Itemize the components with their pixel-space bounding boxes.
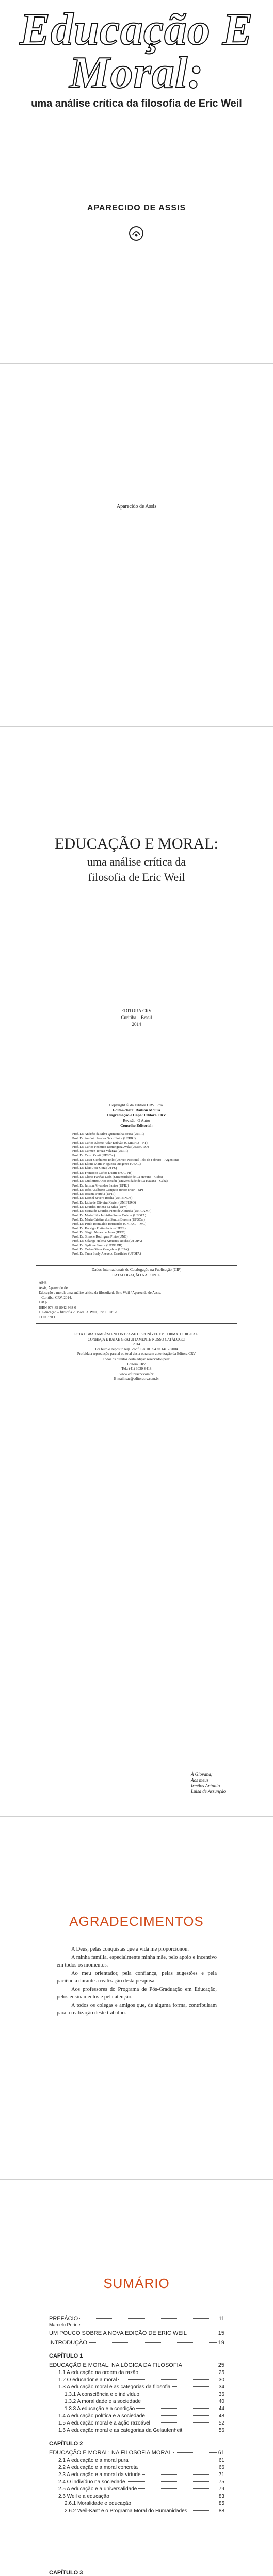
toc-page-number: 25 xyxy=(218,2362,224,2368)
toc-page-number: 88 xyxy=(218,2508,224,2514)
board-member: Prof. Dr. Francisco Carlos Duarte (PUC-PR) xyxy=(72,1171,133,1175)
toc-entry-title: UM POUCO SOBRE A NOVA EDIÇÃO DE ERIC WEIL xyxy=(49,2330,187,2336)
toc-entry[interactable] xyxy=(49,2399,224,2404)
toc-entry-title: 1.2 O educador e a moral xyxy=(58,2377,117,2383)
toc-entry[interactable] xyxy=(49,2362,224,2368)
toc-entry[interactable] xyxy=(49,2392,224,2397)
toc-entry[interactable] xyxy=(49,2316,224,2322)
toc-entry[interactable] xyxy=(49,2420,224,2426)
toc-page-number: 11 xyxy=(218,2316,224,2322)
toc-page-number: 61 xyxy=(218,2450,224,2456)
acknowledgements-body xyxy=(57,1945,217,2018)
toc-entry-title: 2.1 A educação e a moral pura xyxy=(58,2458,129,2463)
copyright-footer xyxy=(0,1332,273,1382)
toc-entry-title: PREFÁCIO xyxy=(49,2316,78,2322)
toc-entry-title: 1.4 A educação política e a sociedade xyxy=(58,2413,145,2419)
toc-page-number: 66 xyxy=(218,2465,224,2470)
title-page xyxy=(0,727,273,1090)
board-member: Prof. Dr. Tania Suely Azevedo Brasileiro (UFOPA) xyxy=(72,1252,141,1256)
toc-entry-title: CAPÍTULO 1 xyxy=(49,2353,83,2359)
toc-entry-title: CAPÍTULO 2 xyxy=(49,2441,83,2447)
toc-entry-title: EDUCAÇÃO E MORAL: NA LÓGICA DA FILOSOFIA xyxy=(49,2362,182,2368)
toc-entry[interactable] xyxy=(49,2508,224,2514)
board-member: Prof. Dr. Maria Cristina dos Santos Bezerra (UFSCar) xyxy=(72,1217,145,1222)
paragraph: A minha família, especialmente minha mãe, pelo apoio e incentivo em todos os momentos. xyxy=(57,1954,217,1968)
toc-entry[interactable] xyxy=(49,2413,224,2419)
cip-line: – Curitiba: CRV, 2014. xyxy=(39,1295,72,1300)
board-member: Prof. Dr. Guillermo Arias Beatón (Universidade de La Havana – Cuba) xyxy=(72,1179,168,1183)
toc-page-number: 30 xyxy=(218,2377,224,2383)
toc-page-number: 56 xyxy=(218,2428,224,2433)
footer-line: Todos os direitos desta edição reservados pela: xyxy=(103,1357,170,1361)
board-member: Prof. Dr. Andréia da Silva Quintanilha Sousa (UNIR) xyxy=(72,1132,144,1136)
toc-leader xyxy=(79,2318,217,2319)
toc-entry[interactable] xyxy=(49,2450,224,2456)
cip-line: 1. Educação – filosofia 2. Moral 3. Weil, Eric I. Título. xyxy=(39,1310,118,1314)
toc-list-continued xyxy=(49,2563,224,2576)
board-member: Prof. Dr. Josania Portela (UFPI) xyxy=(72,1192,116,1196)
board-member: Prof. Dr. Paulo Romualdo Hernandes (UNIFAL – MG) xyxy=(72,1222,147,1226)
cip-line: ISBN 978-85-8042-968-0 xyxy=(39,1305,76,1310)
toc-entry-title: CAPÍTULO 3 xyxy=(49,2570,83,2576)
board-member: Prof. Dr. Elione Maria Nogueira Diogenes (UFAL) xyxy=(72,1162,141,1166)
toc-entry-title: 2.4 O indivíduo na sociedade xyxy=(58,2479,125,2485)
toc-entry-title: 1.1 A educação na ordem da razão xyxy=(58,2370,139,2376)
board-member: Prof. Dr. Élsio José Corá (UFFS) xyxy=(72,1166,117,1171)
toc-entry-title: 1.3.2 A moralidade e a sociedade xyxy=(65,2399,141,2404)
board-member: Prof. Dr. Cesar Gerónimo Tello (Univer. Nacional Três de Febrero – Argentina) xyxy=(72,1158,179,1162)
toc-entry[interactable] xyxy=(49,2370,224,2376)
paragraph: Ao meu orientador, pela confiança, pelas sugestões e pela paciência durante a realização desta pesquisa. xyxy=(57,1970,217,1984)
paragraph: A todos os colegas e amigos que, de alguma forma, contribuíram para a realização deste trabalho. xyxy=(57,2002,217,2016)
toc-entry-title: 1.6 A educação moral e as categorias da Gelaufenheit xyxy=(58,2428,183,2433)
editorial-board-list xyxy=(72,1132,206,1257)
toc-leader xyxy=(173,2452,217,2453)
footer-line: Tel.: (41) 3039-6418 xyxy=(121,1367,152,1371)
paragraph: Aos professores do Programa de Pós-Graduação em Educação, pelos ensinamentos e pela atenção. xyxy=(57,1986,217,2000)
footer-line: Foi feito o depósito legal conf. Lei 10.994 de 14/12/2004 xyxy=(95,1347,178,1351)
toc-entry[interactable] xyxy=(49,2458,224,2463)
toc-leader xyxy=(142,2474,217,2475)
toc-page-number: 71 xyxy=(218,2472,224,2478)
toc-entry[interactable] xyxy=(49,2384,224,2390)
toc-page-number: 19 xyxy=(218,2340,224,2346)
copyright-header xyxy=(0,1103,273,1128)
dedication-text xyxy=(191,1772,253,1794)
cover-title-line2: Moral: xyxy=(69,48,204,98)
toc-entry-title: 1.3 A educação moral e as categorias da filosofia xyxy=(58,2384,171,2390)
toc-entry[interactable] xyxy=(49,2353,224,2359)
toc-page-number: 48 xyxy=(218,2413,224,2419)
copyright-line: Conselho Editorial: xyxy=(120,1123,153,1128)
footer-line: E-mail: sac@editoracrv.com.br xyxy=(114,1377,159,1381)
board-member: Prof. Dr. Tadeu Oliver Gonçalves (UFPA) xyxy=(72,1248,129,1252)
acknowledgements-page xyxy=(0,1817,273,2179)
board-member: Prof. Dr. Rodrigo Pratte-Santos (UFES) xyxy=(72,1226,126,1230)
toc-page-number: 83 xyxy=(218,2494,224,2499)
toc-entry[interactable] xyxy=(49,2377,224,2383)
copyright-page xyxy=(0,1090,273,1453)
title-page-subtitle-2: filosofia de Eric Weil xyxy=(88,871,185,884)
toc-entry[interactable] xyxy=(49,2406,224,2412)
board-member: Prof. Dr. Sérgio Nunes de Jesus (IFRO) xyxy=(72,1230,126,1234)
cover-page xyxy=(0,0,273,363)
half-title-page xyxy=(0,364,273,726)
publisher-logo-icon xyxy=(129,226,144,241)
toc-page-number: 52 xyxy=(218,2420,224,2426)
cip-line: CDD 370.1 xyxy=(39,1315,56,1319)
cover-title-line1: Educação E xyxy=(20,5,253,55)
copyright-line: Copyright © da Editora CRV Ltda. xyxy=(109,1103,164,1107)
toc-heading: SUMÁRIO xyxy=(103,2276,170,2291)
toc-entry-title: 2.5 A educação e a universalidade xyxy=(58,2486,137,2492)
board-member: Prof. Dr. Maria Lília Imbiriba Sousa Colares (UFOPA) xyxy=(72,1213,146,1217)
cip-subheading: CATALOGAÇÃO NA FONTE xyxy=(112,1273,161,1277)
board-member: Prof. Dr. Antônio Pereira Gaio Júnior (UFRRJ) xyxy=(72,1137,136,1141)
board-member: Prof. Dr. Gloria Fariñas León (Universidade de La Havana – Cuba) xyxy=(72,1175,163,1179)
board-member: Prof. Dr. Sydione Santos (UEPG PR) xyxy=(72,1243,122,1247)
cip-heading: Dados Internacionais de Catalogação na Publicação (CIP) xyxy=(91,1267,182,1272)
board-member: Prof. Dr. Carlos Federico Dominguez Avila (UNIEURO) xyxy=(72,1145,149,1149)
board-member: Prof. Dr. Carmen Tereza Velanga (UNIR) xyxy=(72,1149,128,1154)
copyright-line: Revisão: O Autor xyxy=(123,1118,150,1123)
toc-entry[interactable] xyxy=(49,2441,224,2447)
toc-page-number: 36 xyxy=(218,2392,224,2397)
cover-subtitle: uma análise crítica da filosofia de Eric Weil xyxy=(31,98,242,109)
toc-entry-title: INTRODUÇÃO xyxy=(49,2340,87,2346)
toc-leader xyxy=(138,2488,217,2489)
title-page-publisher: EDITORA CRV xyxy=(121,1008,152,1013)
cip-line: A848 xyxy=(39,1281,47,1285)
acknowledgements-heading: AGRADECIMENTOS xyxy=(69,1913,204,1929)
toc-page-number: 25 xyxy=(218,2370,224,2376)
toc-page-number: 85 xyxy=(218,2501,224,2506)
half-title-author: Aparecido de Assis xyxy=(116,504,157,510)
toc-page-number: 34 xyxy=(218,2384,224,2390)
toc-list xyxy=(49,2313,224,2514)
cip-rule-top xyxy=(36,1265,237,1266)
toc-entry-title: 1.3.3 A educação e a condição xyxy=(65,2406,135,2412)
board-member: Prof. Dr. Celso Conti (UFSCar) xyxy=(72,1154,115,1158)
toc-entry[interactable] xyxy=(49,2340,224,2346)
board-member: Prof. Dr. João Adalberto Campato Junior (FAP – SP) xyxy=(72,1188,143,1192)
cip-line: Assis, Aparecido de. xyxy=(39,1285,69,1290)
paragraph: A Deus, pelas conquistas que a vida me proporcionou. xyxy=(71,1946,189,1952)
title-page-title: EDUCAÇÃO E MORAL: xyxy=(55,835,218,852)
toc-leader xyxy=(118,2379,217,2380)
toc-page-number: 15 xyxy=(218,2330,224,2336)
toc-leader xyxy=(189,2510,217,2511)
cover-author: APARECIDO DE ASSIS xyxy=(87,204,186,212)
toc-entry[interactable] xyxy=(49,2486,224,2492)
cip-rule-bottom xyxy=(36,1323,237,1324)
toc-entry-title: 2.6.2 Weil-Kant e o Programa Moral do Humanidades xyxy=(65,2508,187,2514)
toc-entry[interactable] xyxy=(49,2472,224,2478)
toc-entry-note: Marcelo Perine xyxy=(49,2322,81,2327)
toc-entry-title: 1.3.1 A consciência e o indivíduo xyxy=(65,2392,140,2397)
cip-block xyxy=(39,1281,235,1320)
toc-entry-title: 2.6.1 Moralidade e educação xyxy=(65,2501,131,2506)
toc-page-number: 61 xyxy=(218,2458,224,2463)
toc-leader xyxy=(152,2422,217,2423)
footer-line: Proibida a reprodução parcial ou total desta obra sem autorização da Editora CRV xyxy=(77,1352,196,1357)
toc-entry[interactable] xyxy=(49,2501,224,2506)
title-page-subtitle-1: uma análise crítica da xyxy=(87,855,186,868)
toc-entry-title: 2.3 A educação e a moral da virtude xyxy=(58,2472,141,2478)
toc-entry[interactable] xyxy=(49,2494,224,2499)
toc-entry-title: 2.2 A educação e a moral concreta xyxy=(58,2465,138,2470)
toc-entry-title: EDUCAÇÃO E MORAL: NA FILOSOFIA MORAL xyxy=(49,2450,172,2456)
toc-continued-page xyxy=(0,2543,273,2576)
footer-line: 2014 xyxy=(133,1342,140,1347)
board-member: Prof. Dr. Maria de Lourdes Pinto de Almeida (UNICAMP) xyxy=(72,1209,152,1213)
dedication-line: Aos meus xyxy=(191,1777,209,1783)
copyright-line: Diagramação e Capa: Editora CRV xyxy=(107,1113,166,1117)
title-page-city: Curitiba – Brasil xyxy=(121,1015,152,1020)
toc-entry[interactable] xyxy=(49,2570,224,2576)
toc-page-number: 40 xyxy=(218,2399,224,2404)
board-member: Prof. Dr. Carlos Alberto Vilar Estêvão (UMINHO – PT) xyxy=(72,1141,148,1145)
toc-entry[interactable] xyxy=(49,2479,224,2485)
copyright-line: Editor-chefe: Railson Moura xyxy=(113,1108,160,1112)
board-member: Prof. Dr. Lourdes Helena da Silva (UFV) xyxy=(72,1205,128,1209)
toc-leader xyxy=(136,2408,217,2409)
board-member: Prof. Dr. Simone Rodrigues Pinto (UNB) xyxy=(72,1235,128,1239)
dedication-line: Irmãos Antonio xyxy=(191,1783,220,1788)
title-page-year: 2014 xyxy=(132,1022,141,1027)
toc-entry[interactable] xyxy=(49,2428,224,2433)
toc-entry[interactable] xyxy=(49,2330,224,2336)
footer-line: www.editoracrv.com.br xyxy=(119,1371,154,1376)
cip-line: 128 p. xyxy=(39,1300,48,1304)
toc-leader xyxy=(89,2342,217,2343)
toc-leader xyxy=(147,2415,217,2416)
toc-page-number: 75 xyxy=(218,2479,224,2485)
toc-entry-title: 1.5 A educação moral e a ação razoável xyxy=(58,2420,150,2426)
toc-entry[interactable] xyxy=(49,2465,224,2470)
toc-page-number: 79 xyxy=(218,2486,224,2492)
board-member: Prof. Dr. Jailson Alves dos Santos (UFRJ) xyxy=(72,1183,129,1188)
toc-leader xyxy=(127,2481,217,2482)
dedication-line: Luisa de Assunção xyxy=(191,1789,226,1794)
board-member: Prof. Dr. Leonel Severo Rocha (UNISINOS) xyxy=(72,1196,133,1200)
board-member: Prof. Dr. Lídia de Oliveira Xavier (UNIEURO) xyxy=(72,1200,136,1205)
footer-line: Editora CRV xyxy=(127,1362,146,1366)
toc-entry-title: 2.6 Weil e a educação xyxy=(58,2494,109,2499)
toc-leader xyxy=(172,2386,217,2387)
footer-line: ESTA OBRA TAMBÉM ENCONTRA-SE DISPONÍVEL EM FORMATO DIGITAL. xyxy=(74,1332,199,1336)
dedication-page xyxy=(0,1453,273,1816)
dedication-line: À Giovana; xyxy=(191,1772,213,1777)
footer-line: CONHEÇA E BAIXE GRATUITAMENTE NOSSO CATÁLOGO: xyxy=(87,1337,186,1342)
toc-page xyxy=(0,2180,273,2543)
board-member: Prof. Dr. Solange Helena Ximenes-Rocha (UFOPA) xyxy=(72,1239,142,1243)
cip-line: Educação e moral: uma análise crítica da filosofia de Eric Weil / Aparecido de Assis. xyxy=(39,1291,162,1295)
toc-page-number: 44 xyxy=(218,2406,224,2412)
